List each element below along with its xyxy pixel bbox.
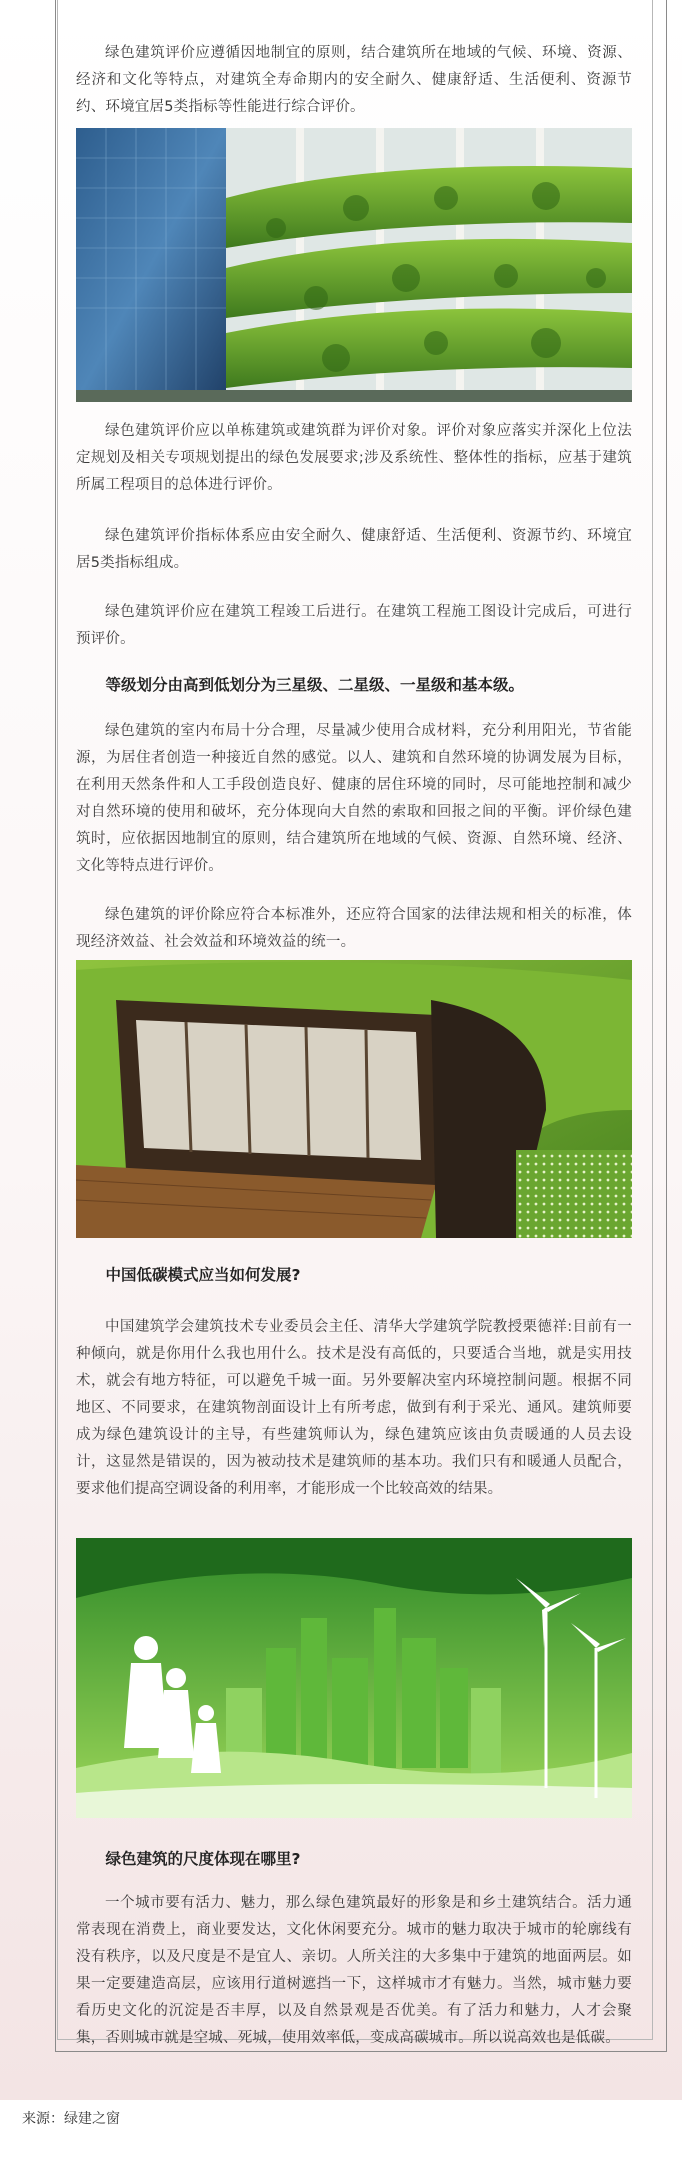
moss-roof-pavilion-image (76, 960, 632, 1238)
paragraph-expert-opinion: 中国建筑学会建筑技术专业委员会主任、清华大学建筑学院教授栗德祥:目前有一种倾向，就是你用什么我也用什么。技术是没有高低的，只要适合当地，就是实用技术，就会有地方特征，可以避免千城一面。另外要解决室内环境控制问题。根据不同地区、不同要求，在建筑物剖面设计上有所考虑，做到有利于采光、通风。建筑师要成为绿色建筑设计的主导，有些建筑师认为，绿色建筑应该由负责暖通的人员去设计，这显然是错误的，因为被动技术是建筑师的基本功。我们只有和暖通人员配合，要求他们提高空调设备的利用率，才能形成一个比较高效的结果。 (76, 1319, 632, 1497)
paragraph-legal-compliance: 绿色建筑的评价除应符合本标准外，还应符合国家的法律法规和相关的标准，体现经济效益、社会效益和环境效益的统一。 (76, 907, 632, 950)
paragraph-city-vitality: 一个城市要有活力、魅力，那么绿色建筑最好的形象是和乡土建筑结合。活力通常表现在消费上，商业要发达，文化休闲要充分。城市的魅力取决于城市的轮廓线有没有秩序，以及尺度是不是宜人、亲切。人所关注的大多集中于建筑的地面两层。如果一定要建造高层，应该用行道树遮挡一下，这样城市才有魅力。当然，城市魅力要看历史文化的沉淀是否丰厚，以及自然景观是否优美。有了活力和魅力，人才会聚集，否则城市就是空城、死城，使用效率低，变成高碳城市。所以说高效也是低碳。 (76, 1895, 632, 2046)
paragraph-evaluation-timing: 绿色建筑评价应在建筑工程竣工后进行。在建筑工程施工图设计完成后，可进行预评价。 (76, 604, 632, 647)
heading-low-carbon-development: 中国低碳模式应当如何发展? (105, 1266, 301, 1284)
green-city-papercut-illustration (76, 1538, 632, 1818)
paragraph-evaluation-principle: 绿色建筑评价应遵循因地制宜的原则，结合建筑所在地域的气候、环境、资源、经济和文化等特点，对建筑全寿命期内的安全耐久、健康舒适、生活便利、资源节约、环境宜居5类指标等性能进行综合评价。 (76, 45, 632, 115)
paragraph-evaluation-object: 绿色建筑评价应以单栋建筑或建筑群为评价对象。评价对象应落实并深化上位法定规划及相关专项规划提出的绿色发展要求;涉及系统性、整体性的指标，应基于建筑所属工程项目的总体进行评价。 (76, 423, 632, 493)
paragraph-index-system: 绿色建筑评价指标体系应由安全耐久、健康舒适、生活便利、资源节约、环境宜居5类指标组成。 (76, 528, 632, 571)
paragraph-indoor-layout: 绿色建筑的室内布局十分合理，尽量减少使用合成材料，充分利用阳光，节省能源，为居住者创造一种接近自然的感觉。以人、建筑和自然环境的协调发展为目标，在利用天然条件和人工手段创造良好、健康的居住环境的同时，尽可能地控制和减少对自然环境的使用和破坏，充分体现向大自然的索取和回报之间的平衡。评价绿色建筑时，应依据因地制宜的原则，结合建筑所在地域的气候、资源、自然环境、经济、文化等特点进行评价。 (76, 723, 632, 874)
heading-grade-levels: 等级划分由高到低划分为三星级、二星级、一星级和基本级。 (105, 676, 524, 694)
heading-green-building-scale: 绿色建筑的尺度体现在哪里? (105, 1850, 301, 1868)
vertical-garden-building-image (76, 128, 632, 402)
source-footer: 来源：绿建之窗 (22, 2111, 120, 2127)
